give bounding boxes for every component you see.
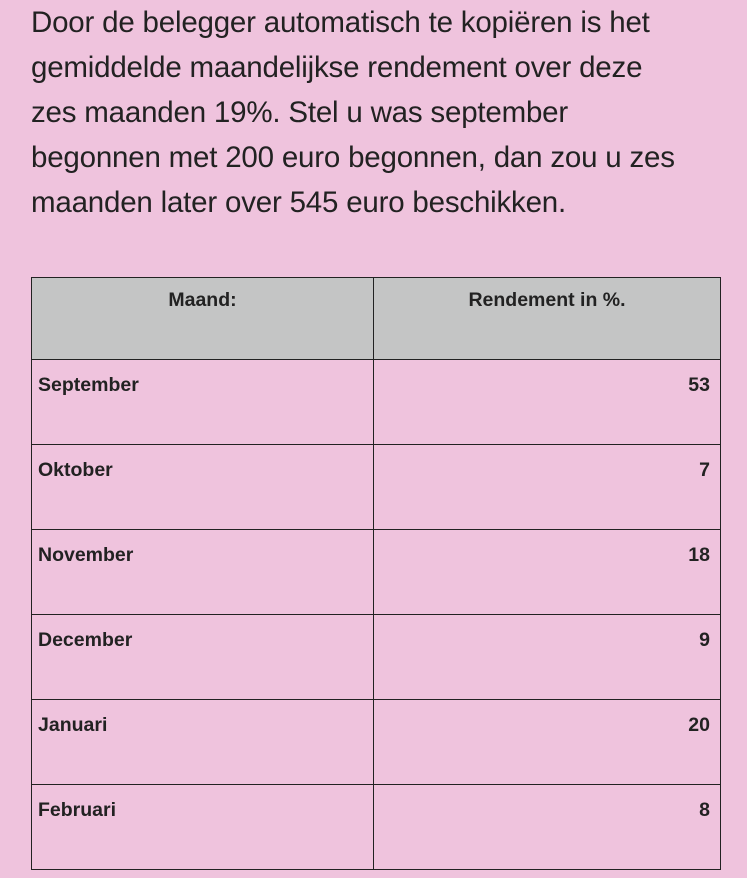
return-cell: 53 [374,360,721,445]
intro-line: Door de belegger automatisch te kopiëren is het [31,6,650,39]
return-cell: 8 [374,785,721,870]
table-header-row [32,278,721,360]
return-cell: 9 [374,615,721,700]
month-cell: Februari [32,785,374,870]
month-cell: Januari [32,700,374,785]
intro-line: maanden later over 545 euro beschikken. [31,186,567,219]
header-month: Maand: [32,278,374,360]
month-cell: September [32,360,374,445]
table-row [32,700,721,785]
return-cell: 7 [374,445,721,530]
table-row [32,615,721,700]
month-cell: November [32,530,374,615]
intro-line: begonnen met 200 euro begonnen, dan zou u zes [31,141,675,174]
intro-paragraph [31,0,731,225]
header-return: Rendement in %. [374,278,721,360]
table-row [32,445,721,530]
return-cell: 18 [374,530,721,615]
table-row [32,360,721,445]
return-cell: 20 [374,700,721,785]
intro-line: zes maanden 19%. Stel u was september [31,96,569,129]
table-row [32,530,721,615]
table-row [32,785,721,870]
returns-table [31,277,721,870]
month-cell: Oktober [32,445,374,530]
month-cell: December [32,615,374,700]
intro-line: gemiddelde maandelijkse rendement over deze [31,51,643,84]
